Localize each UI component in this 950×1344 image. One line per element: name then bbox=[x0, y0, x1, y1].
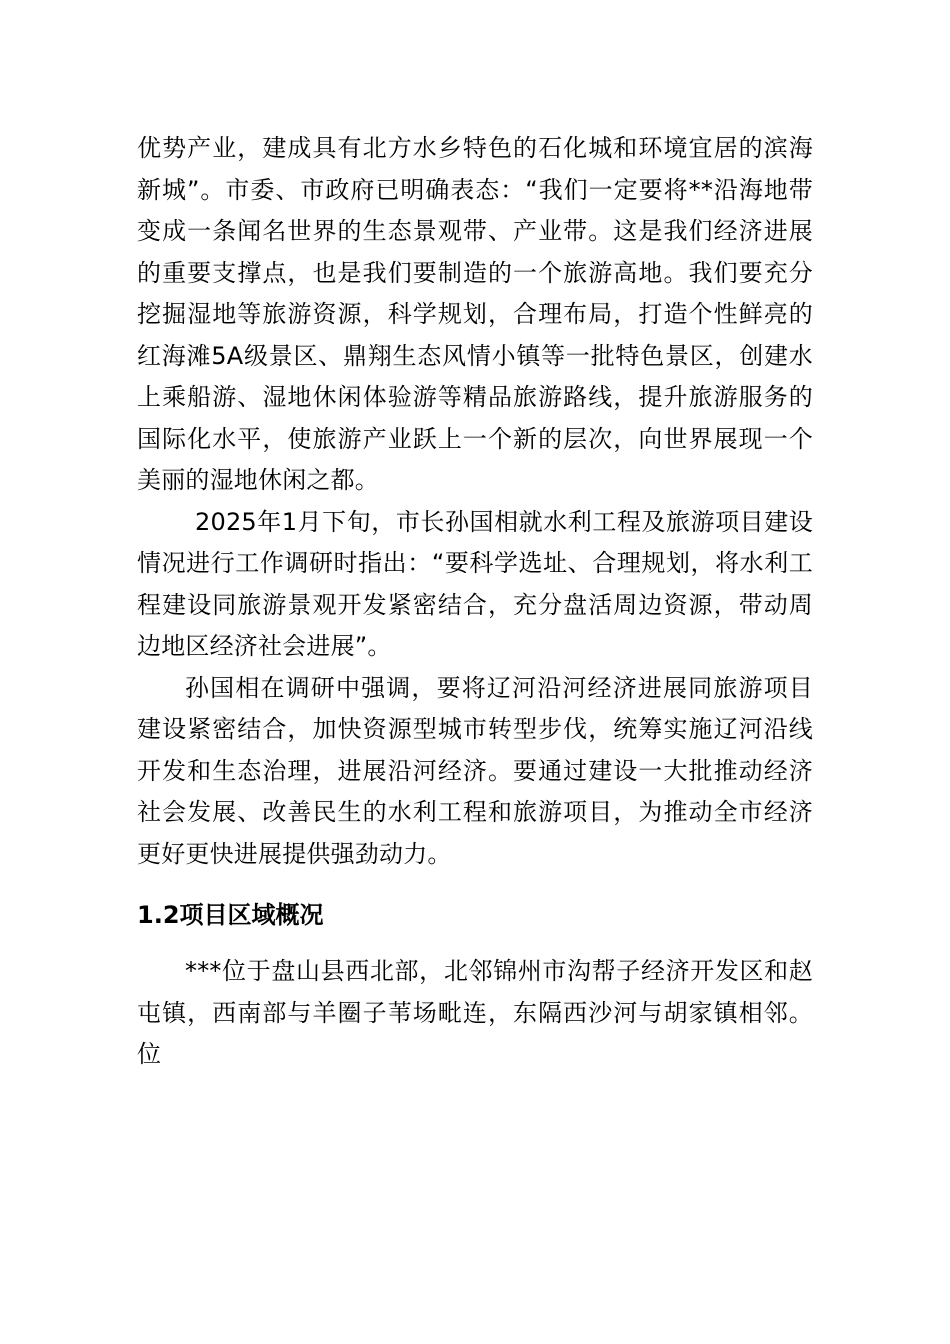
paragraph-emphasis: 孙国相在调研中强调，要将辽河沿河经济进展同旅游项目建设紧密结合，加快资源型城市转型步伐，统筹实施辽河沿线开发和生态治理，进展沿河经济。要通过建设一大批推动经济社会发展、改善民生的水利工程和旅游项目，为推动全市经济更好更快进展提供强劲动力。 bbox=[137, 673, 813, 868]
paragraph-area-overview: ***位于盘山县西北部，北邻锦州市沟帮子经济开发区和赵屯镇，西南部与羊圈子苇场毗连，东隔西沙河与胡家镇相邻。位 bbox=[137, 957, 813, 1068]
paragraph-continuation: 优势产业，建成具有北方水乡特色的石化城和环境宜居的滨海新城”。市委、市政府已明确表态：“我们一定要将**沿海地带变成一条闻名世界的生态景观带、产业带。这是我们经济进展的重要支撑点，也是我们要制造的一个旅游高地。我们要充分挖掘湿地等旅游资源，科学规划，合理布局，打造个性鲜亮的红海滩5A级景区、鼎翔生态风情小镇等一批特色景区，创建水上乘船游、湿地休闲体验游等精品旅游路线，提升旅游服务的国际化水平，使旅游产业跃上一个新的层次，向世界展现一个美丽的湿地休闲之都。 bbox=[137, 134, 813, 494]
paragraph-mayor-research: 2025年1月下旬，市长孙国相就水利工程及旅游项目建设情况进行工作调研时指出：“要科学选址、合理规划，将水利工程建设同旅游景观开发紧密结合，充分盘活周边资源，带动周边地区经济社会进展”。 bbox=[137, 507, 813, 660]
document-body bbox=[137, 128, 813, 1076]
section-heading: 1.2项目区域概况 bbox=[137, 901, 324, 929]
